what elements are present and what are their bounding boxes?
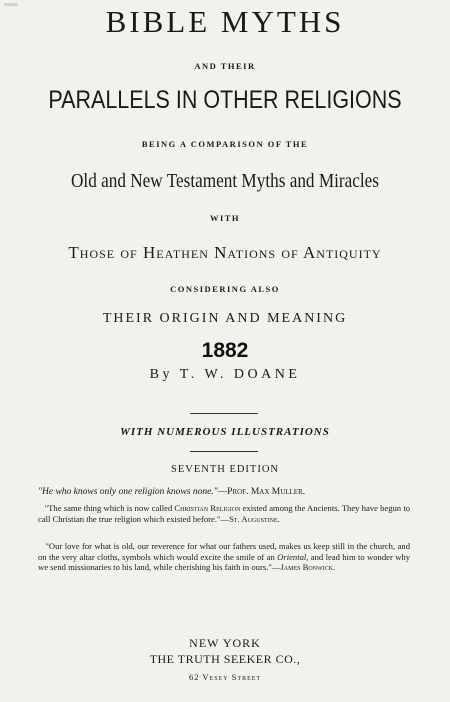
epigraph-muller-attribution: —Prof. Max Muller.	[217, 487, 306, 497]
bonwick-rest: , and lead him to wonder why we send missionaries to his land, while cherishing his faith in ours."—	[38, 551, 410, 573]
publisher-city: NEW YORK	[189, 636, 261, 650]
augustine-attribution: St. Augustine.	[229, 513, 280, 524]
augustine-term: Christian Religion	[174, 503, 241, 513]
epigraph-bonwick	[38, 541, 410, 573]
testament-myths-line: Old and New Testament Myths and Miracles	[70, 170, 380, 192]
edition-line: SEVENTH EDITION	[170, 464, 280, 475]
divider-top	[190, 413, 258, 414]
bonwick-term: Oriental	[277, 551, 307, 562]
publisher-name: THE TRUTH SEEKER CO.,	[149, 652, 301, 666]
bonwick-open: "Our love for what is old, our reverence for what our fathers used, makes us keep still in the church, and on the very altar cloths, symbols which would excite the smile of an	[38, 541, 410, 562]
bonwick-attribution: James Bonwick.	[280, 562, 336, 573]
augustine-rest: existed among the Ancients. They have begun to call Christian the true religion which existed before."—	[38, 503, 411, 524]
with-line: WITH	[209, 213, 241, 223]
being-a-comparison-line: BEING A COMPARISON OF THE	[141, 139, 309, 149]
origin-meaning-line: THEIR ORIGIN AND MEANING	[102, 311, 348, 326]
augustine-open: "The same thing which is now called	[44, 503, 175, 513]
epigraph-muller	[38, 487, 305, 497]
heathen-nations-line: Those of Heathen Nations of Antiquity	[68, 243, 382, 262]
book-subtitle: PARALLELS IN OTHER RELIGIONS	[48, 86, 402, 114]
divider-bottom	[190, 451, 258, 452]
publication-year: 1882	[201, 339, 249, 362]
publisher-address: 62 Vesey Street	[188, 672, 262, 682]
considering-also-line: CONSIDERING ALSO	[170, 284, 280, 294]
author-line: By T. W. DOANE	[149, 367, 301, 382]
book-title: BIBLE MYTHS	[105, 4, 345, 39]
and-their-line: AND THEIR	[194, 61, 256, 71]
epigraph-muller-text: "He who knows only one religion knows none."	[38, 487, 218, 497]
epigraph-augustine	[38, 503, 410, 524]
illustrations-line: WITH NUMEROUS ILLUSTRATIONS	[120, 426, 330, 438]
